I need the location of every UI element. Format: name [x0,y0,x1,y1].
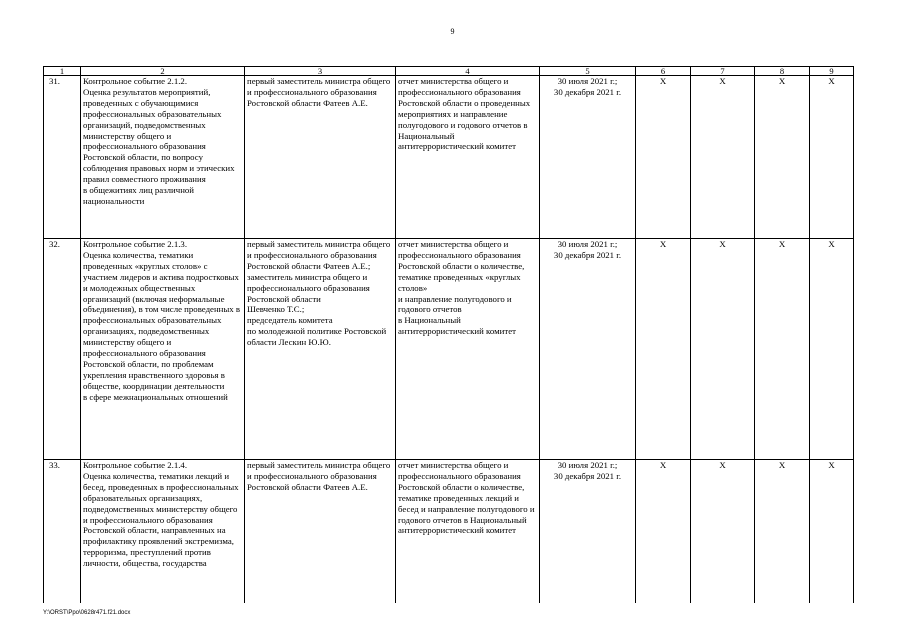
result-cell: отчет министерства общего и профессионального образования Ростовской области о проведенных мероприятиях и направление полугодового и годового отчетов в Национальный антитеррористический комитет [396,76,540,239]
page-number: 9 [450,27,455,36]
column-header: 3 [245,67,396,76]
table-row [44,460,854,603]
row-number: 33. [44,460,81,603]
column-header: 7 [691,67,755,76]
control-event-cell: Контрольное событие 2.1.3. Оценка количества, тематики проведенных «круглых столов» с участием лидеров и актива подростковых и молодежных общественных организаций (включая неформальные объединения), в том числе проведенных в профессиональных образовательных организациях, подведомственных министерству общего и профессионального образования Ростовской области, по проблемам укрепления нравственного здоровья в обществе, координации деятельности в сфере межнациональных отношений [81,239,245,460]
responsible-cell: первый заместитель министра общего и профессионального образования Ростовской области Фатеев А.Е.; заместитель министра общего и профессионального образования Ростовской области Шевченко Т.С.; председатель комитета по молодежной политике Ростовской области Лескин Ю.Ю. [245,239,396,460]
mark-cell: X [810,460,854,603]
mark-cell: X [810,239,854,460]
table-row [44,76,854,239]
table-row [44,239,854,460]
mark-cell: X [636,239,691,460]
column-header: 9 [810,67,854,76]
mark-cell: X [636,76,691,239]
row-number: 32. [44,239,81,460]
column-number-row [44,67,854,76]
column-header: 6 [636,67,691,76]
dates-cell: 30 июля 2021 г.; 30 декабря 2021 г. [540,76,636,239]
mark-cell: X [755,460,810,603]
column-header: 8 [755,67,810,76]
action-plan-table [43,66,854,603]
mark-cell: X [755,76,810,239]
mark-cell: X [810,76,854,239]
mark-cell: X [691,76,755,239]
mark-cell: X [636,460,691,603]
result-cell: отчет министерства общего и профессионального образования Ростовской области о количестве, тематике проведенных «круглых столов» и направление полугодового и годового отчетов в Национальный антитеррористический комитет [396,239,540,460]
responsible-cell: первый заместитель министра общего и профессионального образования Ростовской области Фатеев А.Е. [245,76,396,239]
footer-file-path: Y:\ORST\Ppo\0628r471.f21.docx [43,610,131,616]
column-header: 4 [396,67,540,76]
control-event-cell: Контрольное событие 2.1.2. Оценка результатов мероприятий, проведенных с обучающимися профессиональных образовательных организаций, подведомственных министерству общего и профессионального образования Ростовской области, по вопросу соблюдения правовых норм и этических правил совместного проживания в общежитиях лиц различной национальности [81,76,245,239]
control-event-cell: Контрольное событие 2.1.4. Оценка количества, тематики лекций и бесед, проведенных в профессиональных образовательных организациях, подведомственных министерству общего и профессионального образования Ростовской области, направленных на профилактику проявлений экстремизма, терроризма, преступлений против личности, общества, государства [81,460,245,603]
responsible-cell: первый заместитель министра общего и профессионального образования Ростовской области Фатеев А.Е. [245,460,396,603]
mark-cell: X [755,239,810,460]
column-header: 5 [540,67,636,76]
column-header: 1 [44,67,81,76]
column-header: 2 [81,67,245,76]
mark-cell: X [691,460,755,603]
dates-cell: 30 июля 2021 г.; 30 декабря 2021 г. [540,460,636,603]
result-cell: отчет министерства общего и профессионального образования Ростовской области о количестве, тематике проведенных лекций и бесед и направление полугодового и годового отчетов в Национальный антитеррористический комитет [396,460,540,603]
dates-cell: 30 июля 2021 г.; 30 декабря 2021 г. [540,239,636,460]
mark-cell: X [691,239,755,460]
row-number: 31. [44,76,81,239]
